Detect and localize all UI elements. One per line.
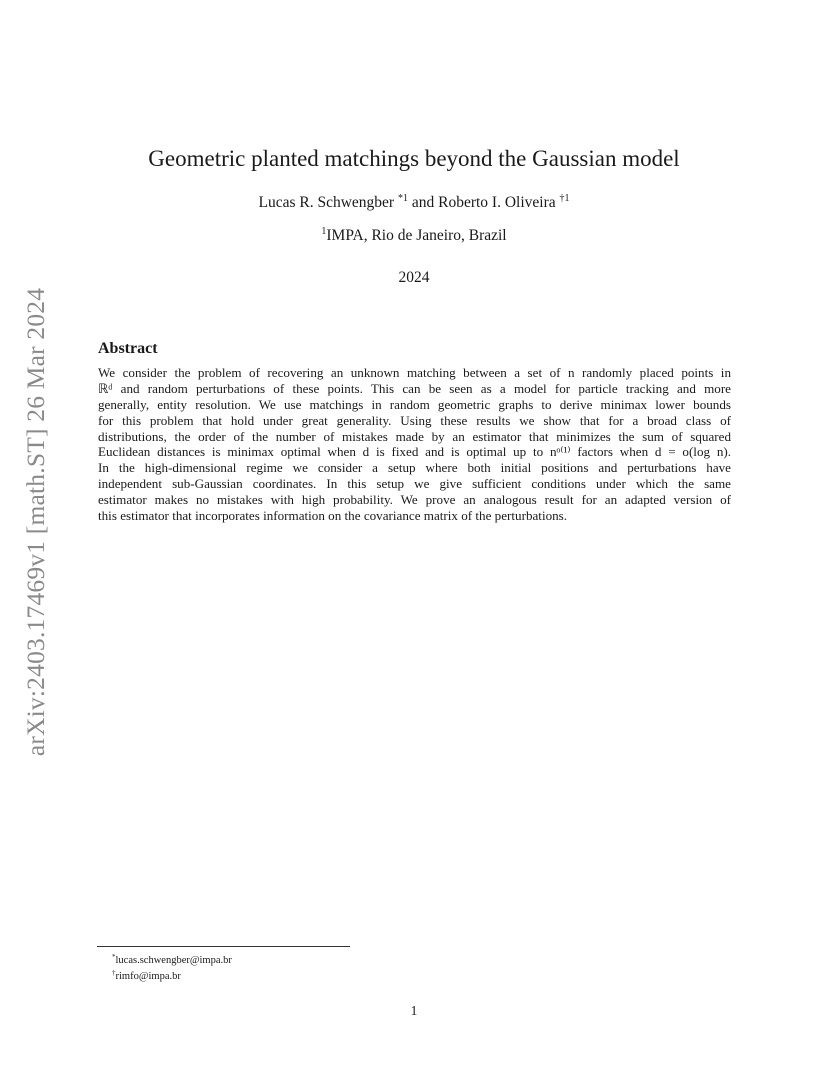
arxiv-identifier-text: arXiv:2403.17469v1 [math.ST] 26 Mar 2024 [21, 287, 50, 757]
abstract-line: generally, entity resolution. We use matchings in random geometric graphs to derive minimax lower bounds [98, 396, 731, 412]
abstract-line: distributions, the order of the number of mistakes made by an estimator that minimizes the sum of squared [98, 428, 731, 444]
abstract-line: for this problem that hold under great generality. Using these results we show that for a broad class of [98, 412, 731, 428]
affiliation-mark: 1 [321, 226, 327, 237]
author-footnote-mark: *1 [397, 193, 408, 204]
footnote-email: lucas.schwengber@impa.br [115, 955, 232, 966]
paper-title: Geometric planted matchings beyond the Gaussian model [148, 146, 680, 171]
author-name: Lucas R. Schwengber [258, 194, 395, 211]
abstract-line: this estimator that incorporates information on the covariance matrix of the perturbations. [98, 508, 568, 524]
footnote-email: rimfo@impa.br [115, 971, 181, 982]
footnote-divider [97, 946, 350, 947]
abstract-heading: Abstract [98, 340, 158, 357]
abstract-line: In the high-dimensional regime we consider a setup where both initial positions and perturbations have [98, 460, 731, 476]
abstract-line: independent sub-Gaussian coordinates. In this setup we give sufficient conditions under which the same [98, 476, 731, 492]
publication-year: 2024 [398, 269, 430, 286]
abstract-body [98, 365, 731, 524]
footnote [112, 967, 232, 983]
author-list [0, 193, 828, 212]
abstract-line: We consider the problem of recovering an unknown matching between a set of n randomly placed points in [98, 365, 731, 380]
abstract-line: estimator makes no mistakes with high probability. We prove an analogous result for an adapted version of [98, 492, 731, 508]
affiliation [0, 226, 828, 245]
author-conjunction: and [411, 194, 435, 211]
abstract-line: ℝᵈ and random perturbations of these points. This can be seen as a model for particle tracking and more [98, 380, 731, 396]
footnote-mark: † [112, 969, 116, 977]
abstract-line: Euclidean distances is minimax optimal when d is fixed and is optimal up to nᵒ⁽¹⁾ factors when d = o(log n). [98, 444, 731, 460]
page-number: 1 [410, 1003, 418, 1018]
author-name: Roberto I. Oliveira [438, 194, 556, 211]
footnotes [112, 951, 232, 983]
footnote-mark: * [112, 953, 116, 961]
author-footnote-mark: †1 [559, 193, 570, 204]
affiliation-text: IMPA, Rio de Janeiro, Brazil [326, 227, 507, 244]
footnote [112, 951, 232, 967]
